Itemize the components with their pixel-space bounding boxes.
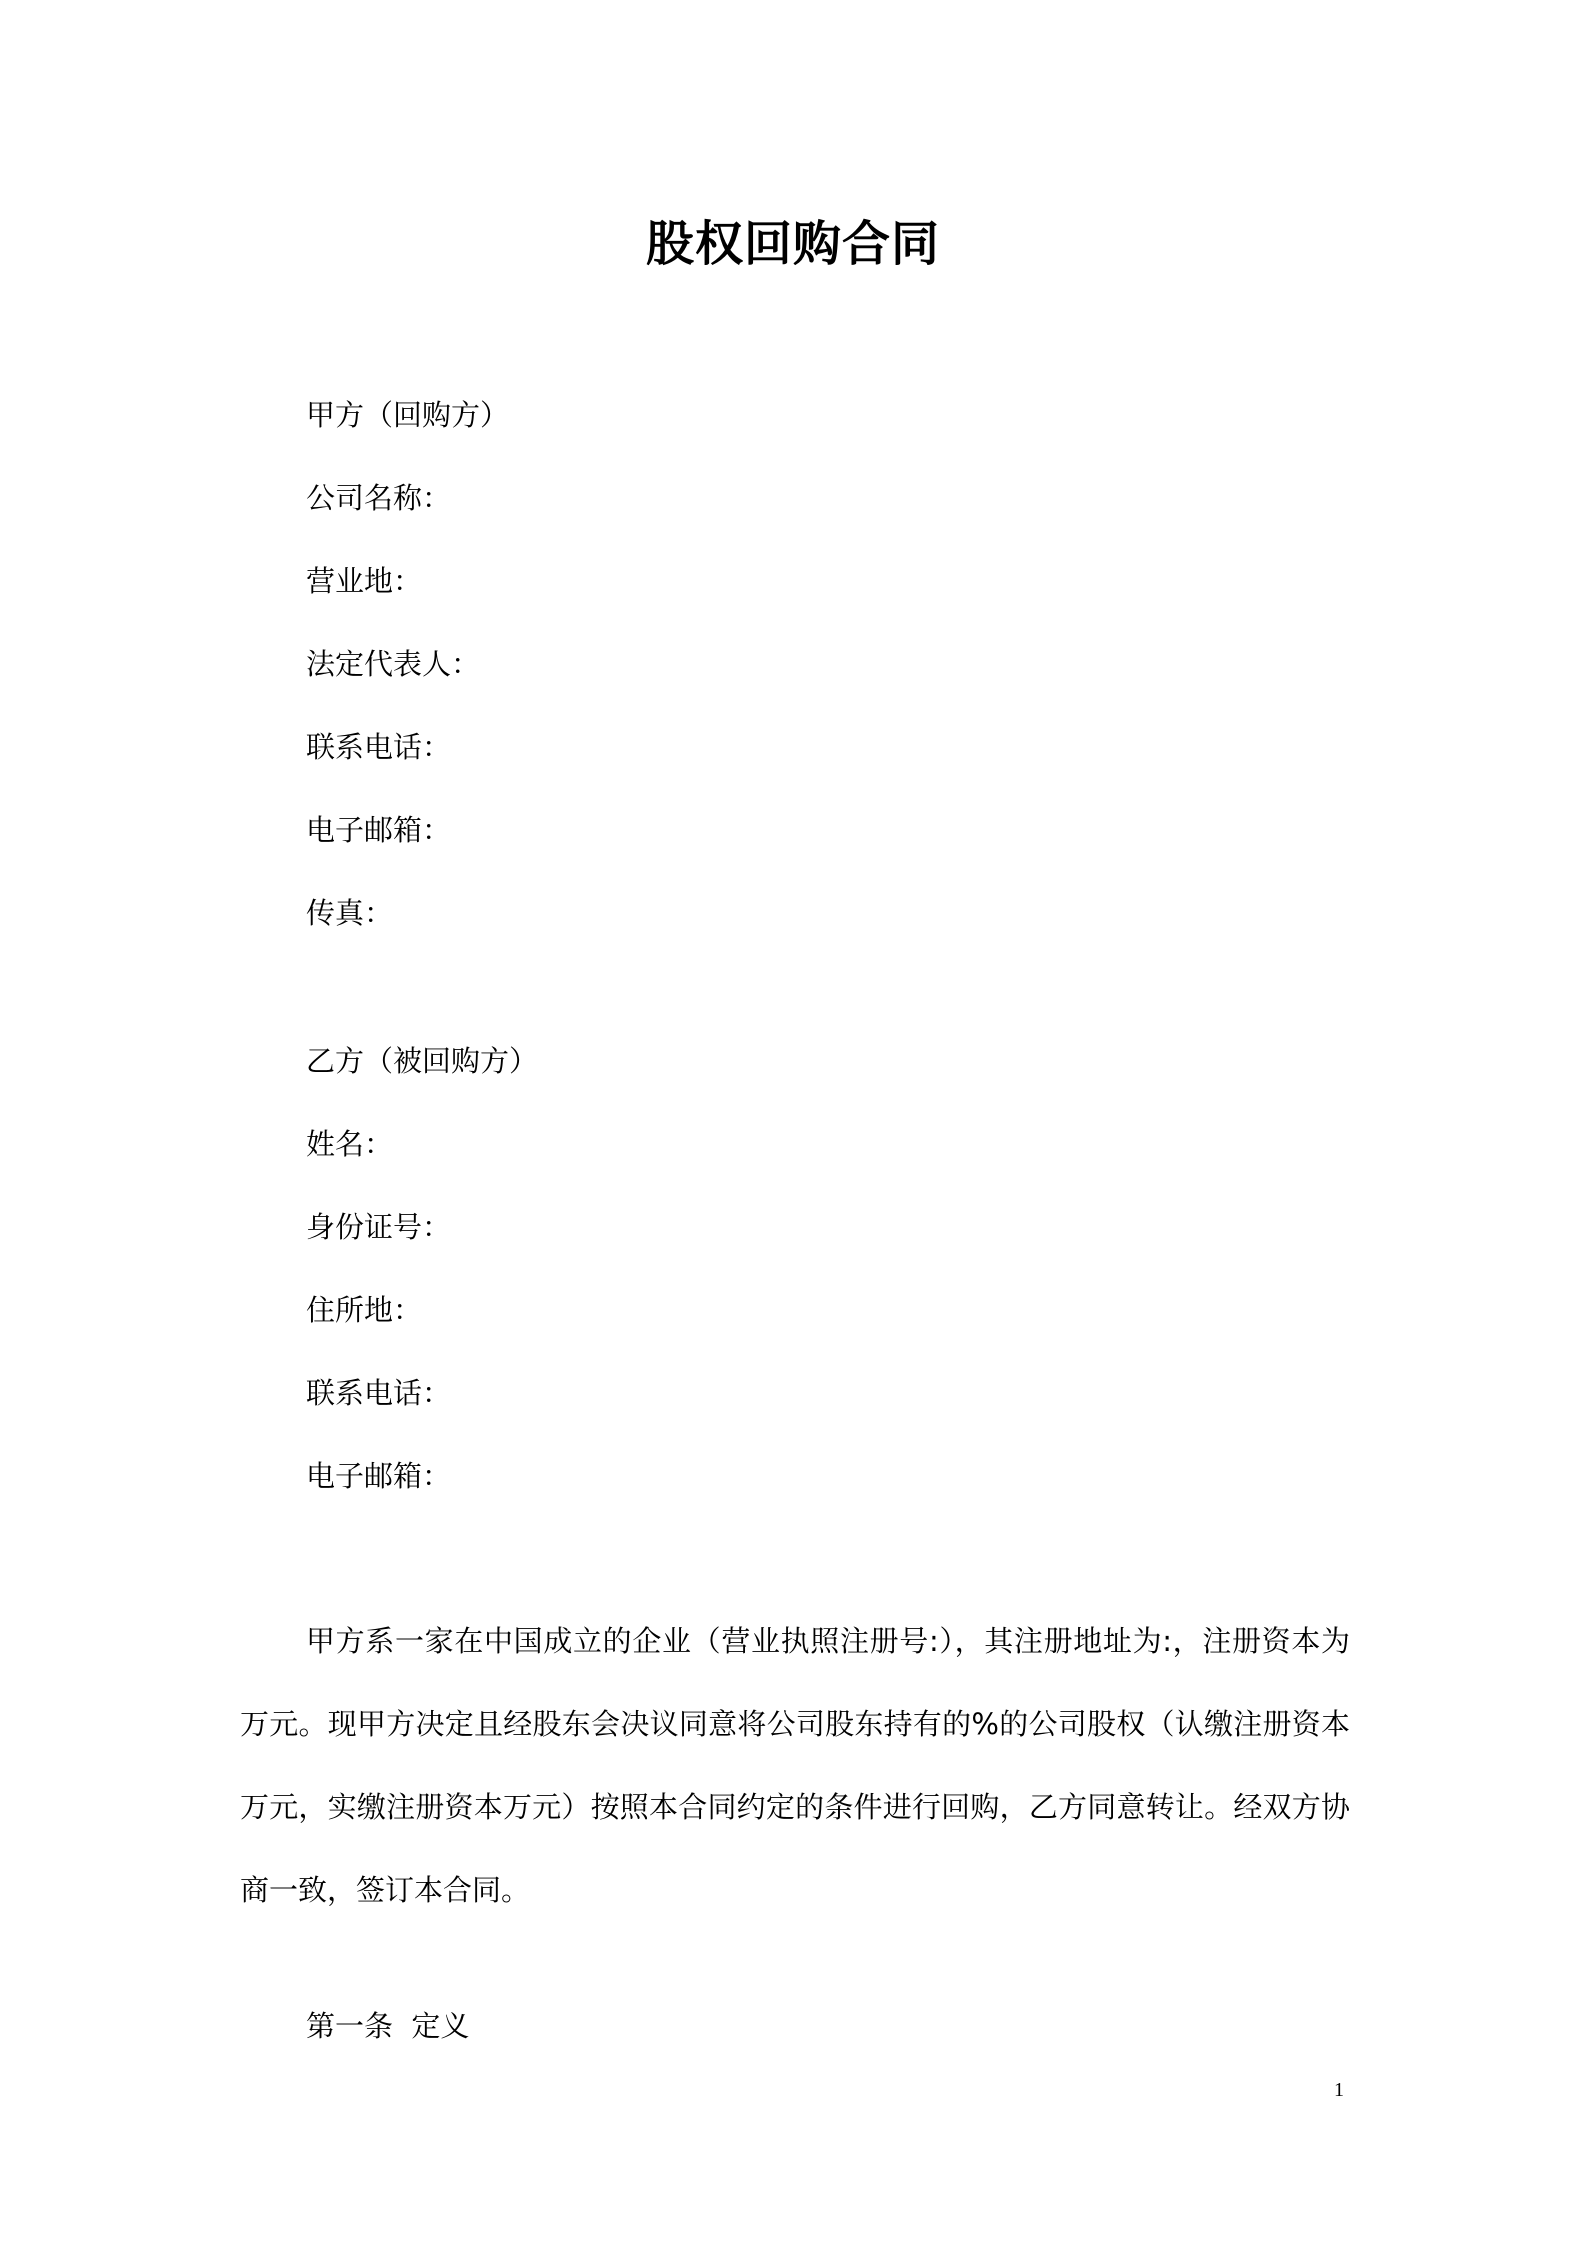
party-a-fax-label: 传真： — [306, 896, 394, 930]
party-b-heading: 乙方（被回购方） — [306, 1044, 539, 1078]
party-b-name-label: 姓名： — [306, 1127, 394, 1161]
party-a-phone-label: 联系电话： — [306, 730, 452, 764]
party-a-email-label: 电子邮箱： — [306, 813, 452, 847]
page-number: 1 — [1334, 2079, 1344, 2101]
party-a-business-address-label: 营业地： — [306, 564, 423, 598]
preamble-paragraph: 甲方系一家在中国成立的企业（营业执照注册号:），其注册地址为:，注册资本为万元。现甲方决定且经股东会决议同意将公司股东持有的%的公司股权（认缴注册资本万元，实缴注册资本万元）按照本合同约定的条件进行回购，乙方同意转让。经双方协商一致，签订本合同。 — [240, 1624, 1350, 1907]
party-a-company-name-label: 公司名称： — [306, 481, 452, 515]
document-title: 股权回购合同 — [645, 216, 940, 272]
party-b-residence-label: 住所地： — [306, 1293, 423, 1327]
party-a-legal-representative-label: 法定代表人： — [306, 647, 481, 681]
party-a-heading: 甲方（回购方） — [306, 398, 510, 432]
party-b-email-label: 电子邮箱： — [306, 1459, 452, 1493]
article-1-heading: 第一条 定义 — [306, 2009, 470, 2043]
party-b-phone-label: 联系电话： — [306, 1376, 452, 1410]
party-b-id-number-label: 身份证号： — [306, 1210, 452, 1244]
